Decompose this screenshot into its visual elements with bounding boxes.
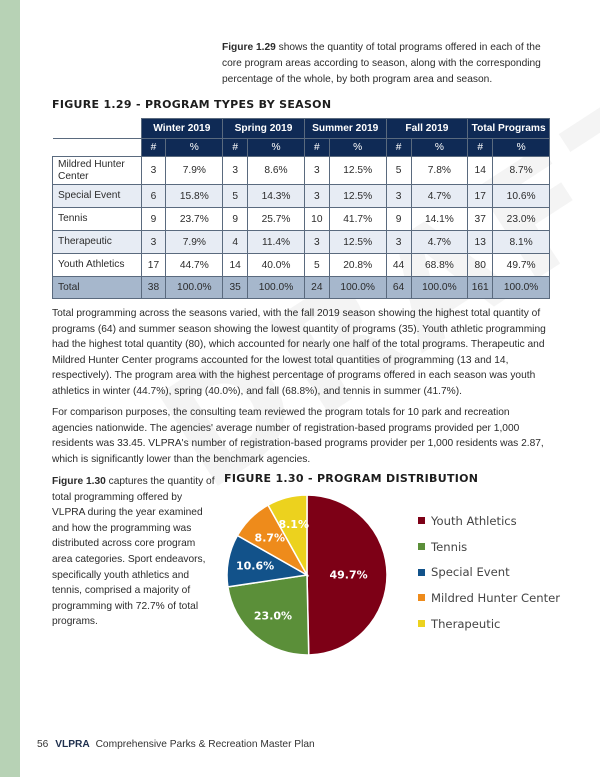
legend-swatch [418, 569, 425, 576]
table-cell: 23.0% [493, 208, 550, 231]
table-cell: 5 [223, 185, 248, 208]
table-cell: 3 [304, 185, 329, 208]
table-cell: 20.8% [329, 254, 386, 277]
table-cell: 37 [468, 208, 493, 231]
legend-item [418, 611, 560, 637]
table-cell: 4.7% [411, 185, 468, 208]
table-cell: 9 [223, 208, 248, 231]
table-cell: 7.9% [166, 231, 223, 254]
table-cell: 38 [141, 277, 166, 299]
program-area-cell: Special Event [53, 185, 142, 208]
chart-title: FIGURE 1.30 - PROGRAM DISTRIBUTION [224, 472, 479, 485]
table-cell: 3 [141, 157, 166, 185]
seasons-summary-paragraph: Total programming across the seasons varied, with the fall 2019 season showing the highest total quantity of programs (64) and summer season showing the lowest quantity of programs (35). Youth athletic programming had the highest total quantity (80), which accounted for nearly one half of the total programs. Therapeutic and Mildred Hunter Center programs accounted for the lowest total quantities of programming (13 and 14, respectively). The program area with the highest percentage of programs offered in each season was youth athletics in winter (44.7%), spring (40.0%), and fall (68.8%), and tennis in summer (41.7%). [52, 308, 546, 397]
season-header: Winter 2019 [141, 119, 223, 139]
table-cell: 11.4% [248, 231, 305, 254]
table-cell: 100.0% [411, 277, 468, 299]
header-corner [53, 119, 142, 139]
table-cell: 14.3% [248, 185, 305, 208]
program-types-table [52, 118, 550, 299]
total-row [53, 277, 550, 299]
table-cell: 9 [141, 208, 166, 231]
table-cell: 6 [141, 185, 166, 208]
table-cell: 100.0% [248, 277, 305, 299]
table-cell: 3 [304, 231, 329, 254]
table-cell: 44.7% [166, 254, 223, 277]
legend-label: Special Event [431, 565, 510, 580]
legend-item [418, 534, 560, 560]
intro-paragraph [222, 40, 552, 88]
total-label-cell: Total [53, 277, 142, 299]
legend-swatch [418, 543, 425, 550]
table-row [53, 254, 550, 277]
legend-swatch [418, 620, 425, 627]
table-cell: 68.8% [411, 254, 468, 277]
table-cell: 12.5% [329, 231, 386, 254]
table-cell: 5 [386, 157, 411, 185]
table-cell: 10 [304, 208, 329, 231]
legend-item [418, 585, 560, 611]
program-area-cell: Mildred Hunter Center [53, 157, 142, 185]
figure-1-30-reference: Figure 1.30 [52, 476, 106, 487]
program-area-cell: Therapeutic [53, 231, 142, 254]
table-row [53, 185, 550, 208]
pie-data-label: 49.7% [329, 568, 368, 582]
legend-label: Therapeutic [431, 616, 501, 631]
season-header: Fall 2019 [386, 119, 468, 139]
pie-data-label: 8.7% [254, 531, 286, 545]
table-cell: 15.8% [166, 185, 223, 208]
table-cell: 3 [223, 157, 248, 185]
table-cell: 3 [386, 185, 411, 208]
count-header: # [304, 139, 329, 157]
table-cell: 9 [386, 208, 411, 231]
page-footer [37, 739, 315, 750]
table-cell: 7.8% [411, 157, 468, 185]
legend-label: Mildred Hunter Center [431, 590, 561, 605]
table-cell: 13 [468, 231, 493, 254]
table-cell: 8.6% [248, 157, 305, 185]
table-cell: 49.7% [493, 254, 550, 277]
figure-1-30-description [52, 474, 217, 630]
page-number: 56 [37, 739, 49, 750]
table-cell: 17 [468, 185, 493, 208]
table-cell: 40.0% [248, 254, 305, 277]
table-cell: 161 [468, 277, 493, 299]
table-cell: 64 [386, 277, 411, 299]
percent-header: % [248, 139, 305, 157]
legend-item [418, 508, 560, 534]
table-cell: 14 [468, 157, 493, 185]
table-cell: 12.5% [329, 157, 386, 185]
table-cell: 10.6% [493, 185, 550, 208]
legend-label: Tennis [431, 539, 468, 554]
header-corner [53, 139, 142, 157]
pie-data-label: 10.6% [236, 559, 275, 573]
table-cell: 8.1% [493, 231, 550, 254]
table-cell: 14.1% [411, 208, 468, 231]
program-area-cell: Youth Athletics [53, 254, 142, 277]
program-area-cell: Tennis [53, 208, 142, 231]
chart-legend [418, 508, 560, 636]
legend-label: Youth Athletics [431, 513, 517, 528]
season-header: Total Programs [468, 119, 550, 139]
table-cell: 4.7% [411, 231, 468, 254]
table-cell: 44 [386, 254, 411, 277]
season-header-row [53, 119, 550, 139]
table-cell: 23.7% [166, 208, 223, 231]
footer-title: Comprehensive Parks & Recreation Master Plan [95, 739, 315, 750]
count-header: # [468, 139, 493, 157]
table-cell: 5 [304, 254, 329, 277]
table-cell: 14 [223, 254, 248, 277]
pie-data-label: 23.0% [253, 609, 293, 623]
table-row [53, 208, 550, 231]
table-cell: 17 [141, 254, 166, 277]
figure-1-30-text: captures the quantity of total programming offered by VLPRA during the year examined and how the programming was distributed across core program area categories. Sport endeavors, specifically youth athletics and tennis, comprised a majority of programming with 72.7% of total programs. [52, 476, 215, 628]
table-cell: 41.7% [329, 208, 386, 231]
table-cell: 7.9% [166, 157, 223, 185]
pie-data-label: 8.1% [278, 517, 309, 531]
table-cell: 35 [223, 277, 248, 299]
side-color-band [0, 0, 20, 777]
legend-swatch [418, 594, 425, 601]
season-header: Spring 2019 [223, 119, 305, 139]
table-cell: 8.7% [493, 157, 550, 185]
table-cell: 24 [304, 277, 329, 299]
percent-header: % [411, 139, 468, 157]
percent-header: % [493, 139, 550, 157]
table-cell: 100.0% [166, 277, 223, 299]
table-cell: 12.5% [329, 185, 386, 208]
intro-text: shows the quantity of total programs offered in each of the core program areas according to season, along with the corresponding percentage of the whole, by both program area and season. [222, 42, 541, 85]
count-header: # [386, 139, 411, 157]
benchmark-paragraph: For comparison purposes, the consulting team reviewed the program totals for 10 park and recreation agencies nationwide. The agencies' average number of registration-based programs provided per 1,000 residents was 33.45. VLPRA's number of registration-based programs provider per 1,000 residents was 2.87, which is significantly lower than the benchmark agencies. [52, 407, 544, 465]
percent-header: % [329, 139, 386, 157]
percent-header: % [166, 139, 223, 157]
table-cell: 80 [468, 254, 493, 277]
sub-header-row [53, 139, 550, 157]
table-cell: 3 [141, 231, 166, 254]
table-cell: 100.0% [329, 277, 386, 299]
table-cell: 25.7% [248, 208, 305, 231]
table-cell: 3 [386, 231, 411, 254]
table-row [53, 157, 550, 185]
season-header: Summer 2019 [304, 119, 386, 139]
figure-1-29-reference: Figure 1.29 [222, 42, 276, 53]
table-title: FIGURE 1.29 - PROGRAM TYPES BY SEASON [52, 98, 332, 111]
table-row [53, 231, 550, 254]
legend-item [418, 559, 560, 585]
count-header: # [141, 139, 166, 157]
footer-brand: VLPRA [55, 739, 90, 750]
legend-swatch [418, 517, 425, 524]
table-cell: 3 [304, 157, 329, 185]
program-distribution-pie [222, 490, 392, 660]
table-cell: 100.0% [493, 277, 550, 299]
count-header: # [223, 139, 248, 157]
table-cell: 4 [223, 231, 248, 254]
